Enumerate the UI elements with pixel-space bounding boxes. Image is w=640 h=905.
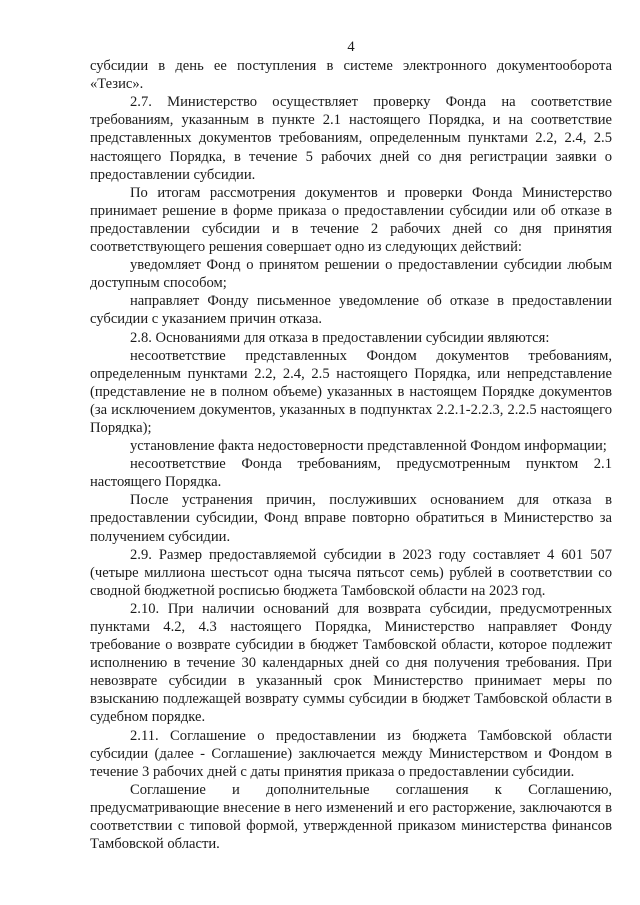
page-number: 4	[347, 39, 355, 55]
paragraph: 2.11. Соглашение о предоставлении из бюджета Тамбовской области субсидии (далее - Соглашение) заключается между Министерством и Фондом в течение 3 рабочих дней с даты принятия приказа о предоставлении субсидии.	[90, 727, 612, 780]
paragraph: установление факта недостоверности представленной Фондом информации;	[130, 438, 607, 455]
document-body	[90, 57, 612, 853]
paragraph: По итогам рассмотрения документов и проверки Фонда Министерство принимает решение в форме приказа о предоставлении субсидии или об отказе в предоставлении субсидии и в течение 2 рабочих дней со дня принятия соответствующего решения совершает одно из следующих действий:	[90, 184, 612, 256]
paragraph: направляет Фонду письменное уведомление об отказе в предоставлении субсидии с указанием причин отказа.	[90, 293, 612, 328]
paragraph: 2.8. Основаниями для отказа в предоставлении субсидии являются:	[130, 329, 550, 346]
paragraph: 2.9. Размер предоставляемой субсидии в 2023 году составляет 4 601 507 (четыре миллиона шестьсот одна тысяча пятьсот семь) рублей в соответствии со сводной бюджетной росписью бюджета Тамбовской области на 2023 год.	[90, 546, 612, 599]
paragraph: 2.7. Министерство осуществляет проверку Фонда на соответствие требованиям, указанным в пункте 2.1 настоящего Порядка, и на соответствие представленных документов требованиям, определенным пунктами 2.2, 2.4, 2.5 настоящего Порядка, в течение 5 рабочих дней со дня регистрации заявки о предоставлении субсидии.	[90, 94, 612, 183]
paragraph: субсидии в день ее поступления в системе электронного документооборота «Тезис».	[90, 58, 612, 93]
paragraph: После устранения причин, послуживших основанием для отказа в предоставлении субсидии, Фонд вправе повторно обратиться в Министерство за получением субсидии.	[90, 492, 612, 545]
document-page	[90, 38, 612, 853]
paragraph: 2.10. При наличии оснований для возврата субсидии, предусмотренных пунктами 4.2, 4.3 настоящего Порядка, Министерство направляет Фонду требование о возврате субсидии в бюджет Тамбовской области, которое подлежит исполнению в течение 30 календарных дней со дня получения требования. При невозврате субсидии в указанный срок Министерство принимает меры по взысканию подлежащей возврату суммы субсидии в бюджет Тамбовской области в судебном порядке.	[90, 600, 612, 726]
paragraph: несоответствие представленных Фондом документов требованиям, определенным пунктами 2.2, 2.4, 2.5 настоящего Порядка, или непредставление (представление не в полном объеме) указанных в настоящем Порядке документов (за исключением документов, указанных в подпунктах 2.2.1-2.2.3, 2.2.5 настоящего Порядка);	[90, 347, 612, 436]
paragraph: несоответствие Фонда требованиям, предусмотренным пунктом 2.1 настоящего Порядка.	[90, 456, 612, 491]
paragraph: Соглашение и дополнительные соглашения к Соглашению, предусматривающие внесение в него изменений и его расторжение, заключаются в соответствии с типовой формой, утвержденной приказом министерства финансов Тамбовской области.	[90, 781, 612, 853]
paragraph: уведомляет Фонд о принятом решении о предоставлении субсидии любым доступным способом;	[90, 257, 612, 292]
